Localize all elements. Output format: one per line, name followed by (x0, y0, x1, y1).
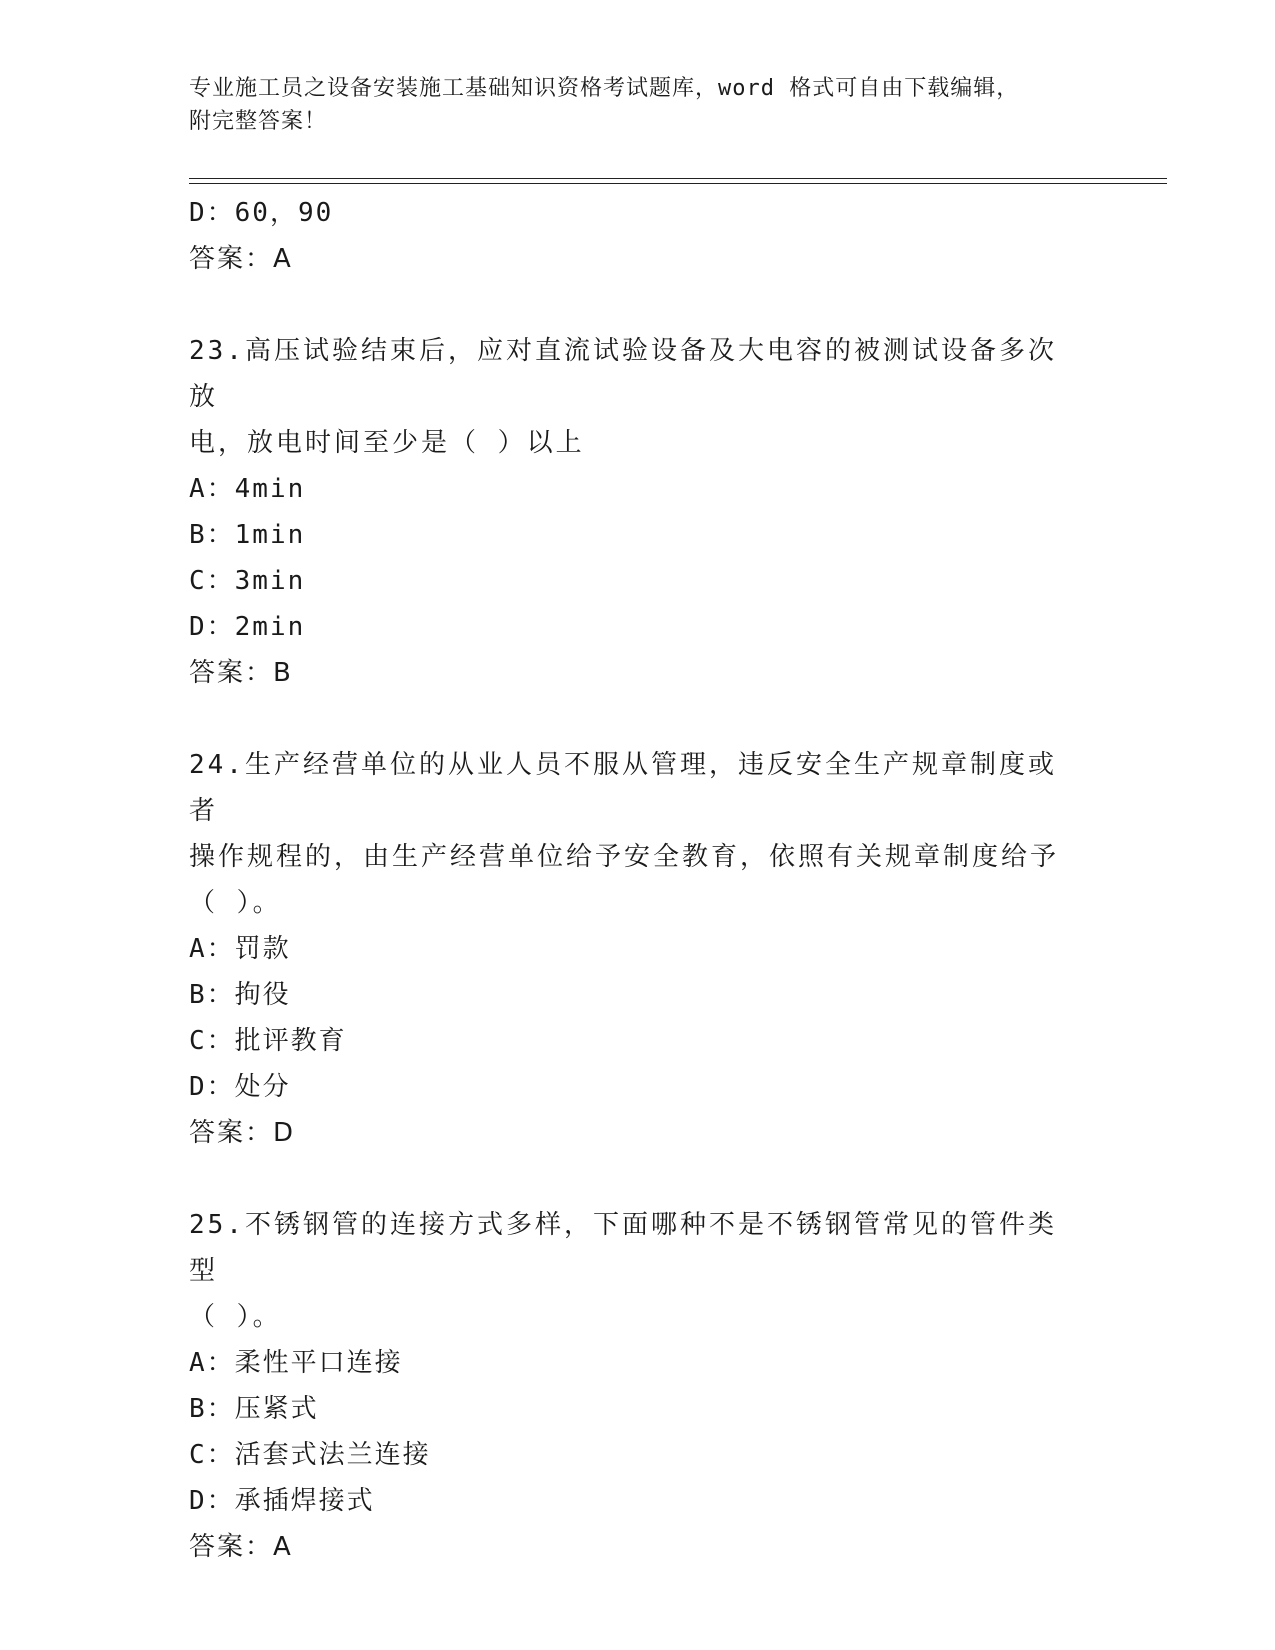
question-text-line: 23.高压试验结束后，应对直流试验设备及大电容的被测试设备多次放 (189, 336, 1057, 412)
header-divider-bottom (189, 183, 1167, 184)
option-a: A：4min (189, 474, 306, 504)
question-23 (189, 328, 1089, 696)
header-title-line-2: 附完整答案！ (189, 109, 328, 134)
answer-line: 答案：D (189, 1118, 296, 1148)
option-b: B：拘役 (189, 980, 291, 1010)
question-text-line: 24.生产经营单位的从业人员不服从管理，违反安全生产规章制度或者 (189, 750, 1057, 826)
option-b: B：压紧式 (189, 1394, 319, 1424)
option-d: D：处分 (189, 1072, 291, 1102)
question-text-line: 电，放电时间至少是（ ）以上 (189, 428, 585, 458)
option-c: C：批评教育 (189, 1026, 347, 1056)
spacer (189, 282, 1089, 328)
question-24 (189, 742, 1089, 1156)
header-divider-top (189, 178, 1167, 179)
spacer (189, 1156, 1089, 1202)
question-text-line: 操作规程的，由生产经营单位给予安全教育，依照有关规章制度给予 (189, 842, 1060, 872)
option-c: C：3min (189, 566, 306, 596)
option-b: B：1min (189, 520, 306, 550)
answer-line: 答案：A (189, 244, 293, 274)
question-25 (189, 1202, 1089, 1570)
question-text-line: 25.不锈钢管的连接方式多样，下面哪种不是不锈钢管常见的管件类型 (189, 1210, 1057, 1286)
answer-line: 答案：A (189, 1532, 293, 1562)
question-text-line: （ ）。 (189, 888, 282, 918)
option-d: D：2min (189, 612, 306, 642)
option-a: A：柔性平口连接 (189, 1348, 403, 1378)
answer-line: 答案：B (189, 658, 293, 688)
option-c: C：活套式法兰连接 (189, 1440, 431, 1470)
spacer (189, 696, 1089, 742)
question-text-line: （ ）。 (189, 1302, 282, 1332)
document-header (189, 72, 1089, 138)
option-a: A：罚款 (189, 934, 291, 964)
question-list (189, 190, 1089, 1570)
previous-question-tail (189, 190, 1089, 282)
header-title-line-1: 专业施工员之设备安装施工基础知识资格考试题库，word 格式可自由下载编辑， (189, 76, 1020, 101)
option-d: D：承插焊接式 (189, 1486, 375, 1516)
option-d: D：60，90 (189, 198, 334, 228)
